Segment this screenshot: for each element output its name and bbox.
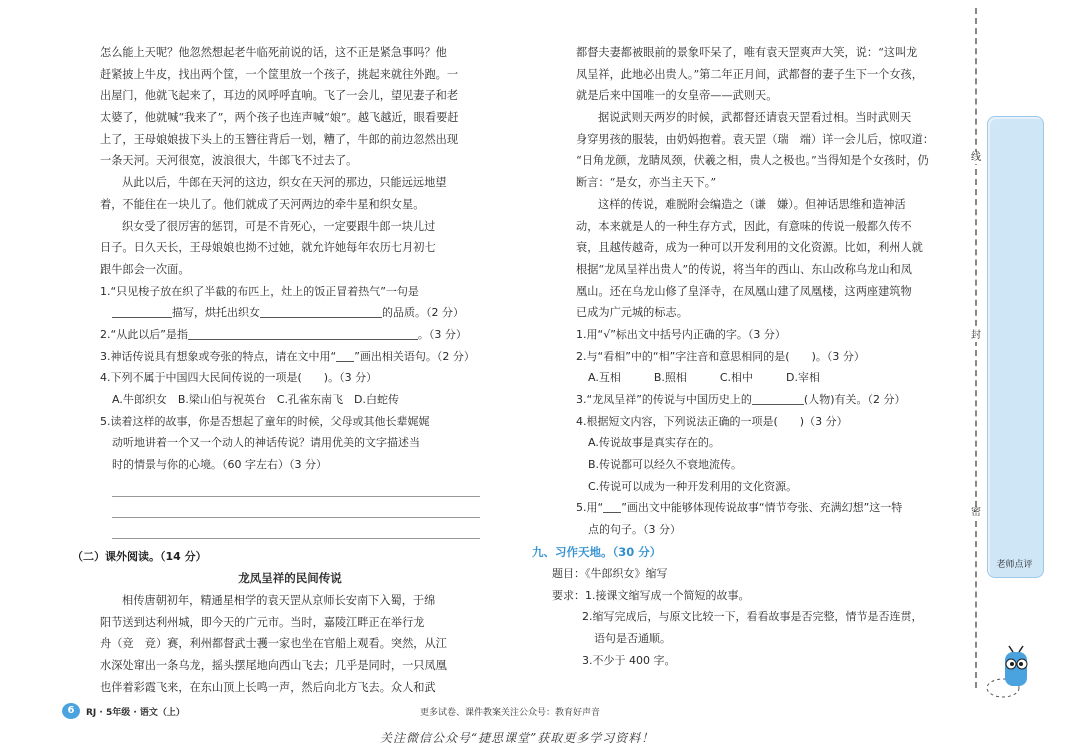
story-line: 据说武则天两岁的时候，武都督还请袁天罡看过相。当时武则天 [598, 111, 912, 125]
answer-line[interactable] [112, 517, 480, 518]
paragraph-line: 怎么能上天呢？他忽然想起老牛临死前说的话，这不正是紧急事吗？他 [100, 46, 447, 59]
paragraph-line: 织女受了很厉害的惩罚，可是不肯死心，一定要跟牛郎一块儿过 [122, 219, 436, 233]
paragraph-line: 上了，王母娘娘拔下头上的玉簪往背后一划，糟了，牛郎的前边忽然出现 [100, 132, 459, 146]
footer-handwriting: 关注微信公众号“捷思课堂”获取更多学习资料！ [380, 731, 655, 745]
page-number: 6 [62, 703, 80, 719]
question-text: 3.神话传说具有想象或夸张的特点，请在文中用“ [100, 349, 337, 363]
story-title: 龙凤呈祥的民间传说 [238, 571, 342, 585]
option-a: A.传说故事是真实存在的。 [588, 436, 720, 450]
question-2: 2.与“看相”中的“相”字注音和意思相同的是( )。（3 分） [576, 349, 865, 363]
question-2 [100, 324, 485, 346]
option-b: B.传说都可以经久不衰地流传。 [588, 458, 743, 472]
story-text [100, 590, 485, 698]
underline-mark [603, 499, 621, 513]
question-text: 的品质。（2 分） [382, 306, 464, 320]
story-line: 也伴着彩霞飞来，在东山顶上长鸣一声，然后向北方飞去。众人和武 [100, 680, 436, 694]
question-text: 描写，烘托出织女 [172, 306, 260, 320]
question-3 [100, 346, 485, 368]
binding-char: 封 [971, 330, 981, 341]
question-text: 。（3 分） [417, 327, 467, 341]
requirement-1: 要求：1.接课文缩写成一个简短的故事。 [552, 588, 750, 602]
question-3 [576, 389, 961, 411]
paragraph-line: 着，不能住在一块儿了。他们就成了天河两边的牵牛星和织女星。 [100, 197, 425, 211]
question-5 [576, 497, 961, 519]
requirement-2-cont: 语句是否通顺。 [594, 632, 671, 646]
question-text: ”画出文中能够体现传说故事“情节夸张、充满幻想”这一特 [621, 501, 903, 515]
requirement-3: 3.不少于 400 字。 [582, 653, 676, 667]
paragraph-line: 赶紧披上牛皮，找出两个筐，一个筐里放一个孩子，挑起来就往外跑。一 [100, 67, 459, 81]
teacher-comment-tab[interactable] [987, 116, 1044, 578]
story-line: 相传唐朝初年，精通星相学的袁天罡从京师长安南下入蜀，于绵 [122, 594, 436, 607]
story-line: 衰，且越传越奇，成为一种可以开发利用的文化资源。比如，利州人就 [576, 241, 923, 255]
story-line: 这样的传说，难脱附会编造之（谦 嫌）。但神话思维和造神活 [598, 197, 906, 211]
section-two-heading: （二）课外阅读。（14 分） [72, 550, 207, 563]
question-5: 5.读着这样的故事，你是否想起了童年的时候，父母或其他长辈娓娓 [100, 414, 430, 428]
story-line: 已成为广元城的标志。 [576, 306, 688, 320]
binding-line [975, 8, 977, 688]
answer-blank[interactable] [112, 304, 172, 318]
option-c: C.传说可以成为一种开发利用的文化资源。 [588, 479, 798, 493]
question-text: (人物)有关。（2 分） [803, 393, 906, 406]
footer-book-info [62, 703, 185, 719]
story-line: 身穿男孩的服装，由奶妈抱着。袁天罡（瑞 端）详一会儿后，惊叹道： [576, 132, 935, 146]
paragraph-line: 出屋门，他就飞起来了，耳边的风呼呼直响。飞了一会儿，望见妻子和老 [100, 89, 459, 103]
story-line: 都督夫妻都被眼前的景象吓呆了，唯有袁天罡爽声大笑，说：“这叫龙 [576, 46, 918, 59]
question-4: 4.下列不属于中国四大民间传说的一项是( )。（3 分） [100, 371, 378, 385]
paragraph-line: 一条天河。天河很宽，波浪很大，牛郎飞不过去了。 [100, 154, 358, 168]
binding-char: 线 [971, 152, 981, 163]
writing-task [552, 563, 962, 671]
section-nine-heading: 九、习作天地。（30 分） [532, 545, 662, 559]
question-1: 1.用“√”标出文中括号内正确的字。（3 分） [576, 327, 786, 341]
requirement-2: 2.缩写完成后，与原文比较一下，看看故事是否完整，情节是否连贯， [582, 610, 923, 624]
question-5-line3: 时的情景与你的心境。（60 字左右）（3 分） [112, 458, 327, 472]
paragraph-line: 日子。日久天长，王母娘娘也拗不过她，就允许她每年农历七月初七 [100, 241, 436, 255]
paragraph-line: 太婆了，他就喊“我来了”，两个孩子也连声喊“娘”。越飞越近，眼看要赶 [100, 111, 459, 125]
mascot-icon [985, 636, 1045, 701]
left-column [100, 42, 485, 476]
book-label: RJ · 5年级 · 语文（上） [86, 707, 185, 718]
story-line: 舟（竞 竞）赛，利州都督武士彟一家也坐在官船上观看。突然，从江 [100, 637, 447, 651]
footer-promo: 更多试卷、课件教案关注公众号：教育好声音 [420, 708, 601, 718]
answer-blank[interactable] [188, 326, 418, 340]
story-line: 就是后来中国唯一的女皇帝——武则天。 [576, 89, 778, 103]
answer-line[interactable] [112, 538, 480, 539]
underline-mark [336, 348, 354, 362]
answer-blank[interactable] [752, 391, 804, 405]
question-text: 2.“从此以后”是指 [100, 327, 188, 341]
question-2-options: A.互相 B.照相 C.相中 D.宰相 [588, 371, 821, 385]
binding-char: 密 [971, 507, 981, 518]
story-line: 凰山。还在乌龙山修了皇泽寺，在凤凰山建了凤凰楼，这两座建筑物 [576, 284, 912, 298]
story-line: 水深处窜出一条乌龙，摇头摆尾地向西山飞去；几乎是同时，一只凤凰 [100, 659, 447, 673]
question-4: 4.根据短文内容，下列说法正确的一项是( )（3 分） [576, 414, 848, 428]
story-line: 断言：“是女，亦当主天下。” [576, 176, 717, 190]
question-text: 3.“龙凤呈祥”的传说与中国历史上的 [576, 393, 752, 406]
story-line: 动，本来就是人的一种生存方式，因此，有意味的传说一般都久传不 [576, 219, 912, 233]
story-line: “日角龙颜，龙睛凤颈，伏羲之相，贵人之极也。”当得知是个女孩时，仍 [576, 154, 929, 168]
question-5-line2: 动听地讲着一个又一个动人的神话传说？请用优美的文字描述当 [112, 436, 420, 450]
story-line: 凤呈祥，此地必出贵人。”第二年正月间，武都督的妻子生下一个女孩， [576, 67, 923, 81]
question-5-line2: 点的句子。（3 分） [588, 523, 681, 537]
question-text: 5.用“ [576, 501, 604, 515]
teacher-comment-label: 老师点评 [996, 560, 1033, 570]
paragraph-line: 跟牛郎会一次面。 [100, 262, 190, 276]
question-1: 1.“只见梭子放在织了半截的布匹上，灶上的饭正冒着热气”一句是 [100, 284, 419, 298]
writing-topic: 题目：《牛郎织女》缩写 [552, 567, 668, 580]
answer-line[interactable] [112, 496, 480, 497]
question-text: ”画出相关语句。（2 分） [354, 349, 475, 363]
story-line: 阳节送到达利州城，即今天的广元市。当时，嘉陵江畔正在举行龙 [100, 615, 425, 629]
answer-blank[interactable] [260, 304, 382, 318]
question-1-line2 [100, 302, 485, 324]
question-4-options: A.牛郎织女 B.梁山伯与祝英台 C.孔雀东南飞 D.白蛇传 [112, 393, 400, 406]
paragraph-line: 从此以后，牛郎在天河的这边，织女在天河的那边，只能远远地望 [122, 176, 447, 190]
right-column [576, 42, 961, 541]
story-line: 根据“龙凤呈祥出贵人”的传说，将当年的西山、东山改称乌龙山和凤 [576, 262, 912, 276]
